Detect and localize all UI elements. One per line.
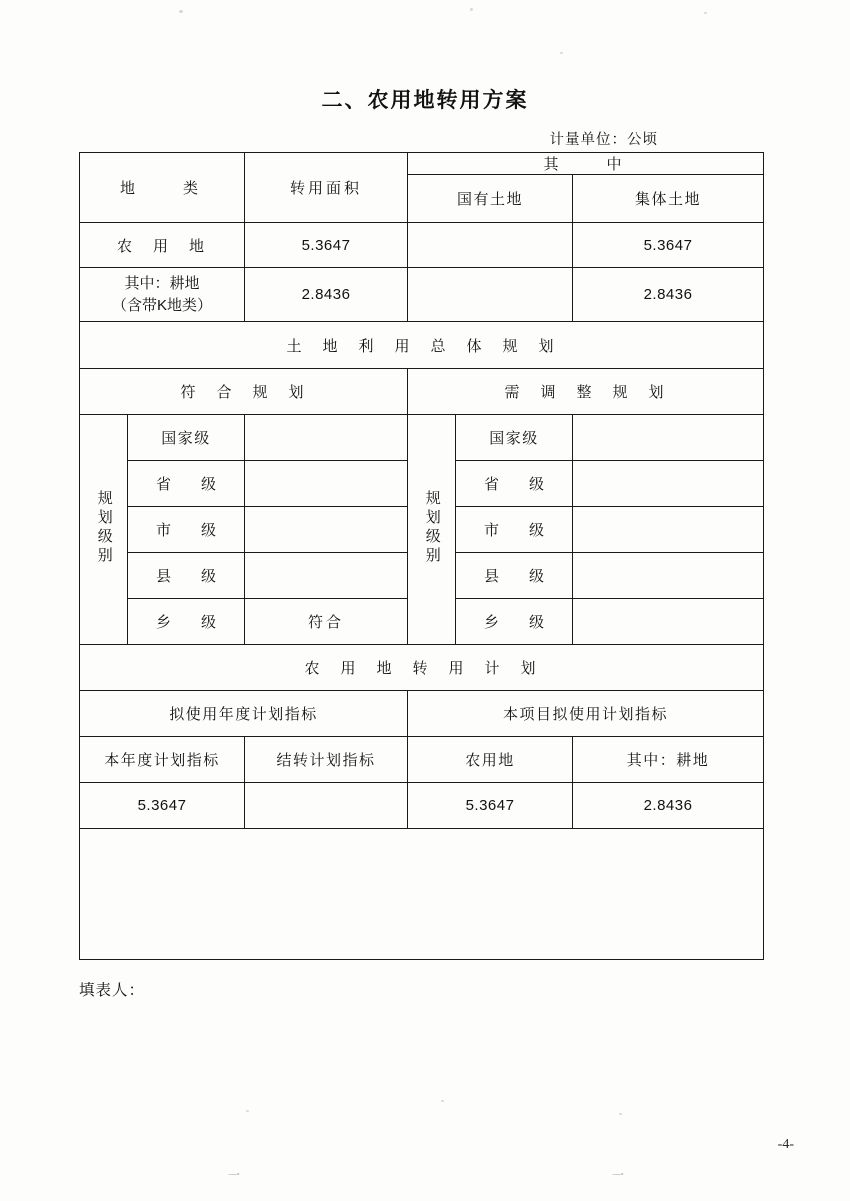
quota-col-agricultural-land: 农用地 — [408, 737, 573, 783]
level-label-right-text: 规划级别 — [423, 489, 441, 566]
row-label-cultivated-land — [80, 268, 245, 322]
table-row — [80, 645, 764, 691]
section-title-conversion-quota: 农 用 地 转 用 计 划 — [80, 645, 764, 691]
level-national-left: 国家级 — [128, 415, 245, 461]
conform-value-county — [245, 553, 408, 599]
table-row — [80, 268, 764, 322]
table-row-blank — [80, 829, 764, 960]
section-title-land-use-plan: 土 地 利 用 总 体 规 划 — [80, 322, 764, 369]
adjust-value-provincial — [573, 461, 764, 507]
table-row — [80, 415, 764, 461]
level-municipal-right: 市 级 — [456, 507, 573, 553]
table-row — [80, 322, 764, 369]
quota-col-cultivated-land: 其中：耕地 — [573, 737, 764, 783]
quota-col-carryover: 结转计划指标 — [245, 737, 408, 783]
cell-cultivated-collective: 2.8436 — [573, 268, 764, 322]
level-national-right: 国家级 — [456, 415, 573, 461]
quota-value-current-year: 5.3647 — [80, 783, 245, 829]
table-row — [80, 223, 764, 268]
page-number: -4- — [777, 1137, 794, 1152]
quota-col-current-year: 本年度计划指标 — [80, 737, 245, 783]
scan-edge-mark: 一 — [612, 1168, 625, 1182]
conform-value-national — [245, 415, 408, 461]
level-provincial-right: 省 级 — [456, 461, 573, 507]
header-collective: 集体土地 — [573, 175, 764, 223]
level-county-left: 县 级 — [128, 553, 245, 599]
header-transfer-area: 转用面积 — [245, 153, 408, 223]
conform-value-provincial — [245, 461, 408, 507]
quota-left-title: 拟使用年度计划指标 — [80, 691, 408, 737]
page-title: 二、农用地转用方案 — [321, 89, 529, 112]
subsection-adjust-plan: 需 调 整 规 划 — [408, 369, 764, 415]
quota-value-cultivated-land: 2.8436 — [573, 783, 764, 829]
conform-value-township: 符合 — [245, 599, 408, 645]
unit-note: 计量单位：公顷 — [549, 132, 658, 148]
level-municipal-left: 市 级 — [128, 507, 245, 553]
filler-label: 填表人： — [79, 982, 146, 999]
header-state-owned: 国有土地 — [408, 175, 573, 223]
adjust-value-national — [573, 415, 764, 461]
scan-speck — [704, 12, 707, 14]
cell-cultivated-state-owned — [408, 268, 573, 322]
table-row — [80, 153, 764, 175]
cell-agricultural-collective: 5.3647 — [573, 223, 764, 268]
land-conversion-table — [79, 152, 764, 960]
scan-speck — [560, 52, 563, 54]
row-label-agricultural-land: 农 用 地 — [80, 223, 245, 268]
level-label-left — [80, 415, 128, 645]
level-township-right: 乡 级 — [456, 599, 573, 645]
cell-cultivated-area: 2.8436 — [245, 268, 408, 322]
quota-right-title: 本项目拟使用计划指标 — [408, 691, 764, 737]
scan-speck — [179, 10, 183, 13]
scan-speck — [619, 1113, 622, 1115]
scan-speck — [470, 8, 473, 11]
scan-speck — [246, 1110, 249, 1112]
level-provincial-left: 省 级 — [128, 461, 245, 507]
table-row — [80, 783, 764, 829]
adjust-value-county — [573, 553, 764, 599]
row-label-cultivated-line2: （含带K地类） — [112, 296, 213, 314]
cell-agricultural-state-owned — [408, 223, 573, 268]
row-label-cultivated-line1: 其中：耕地 — [124, 274, 200, 292]
scan-speck — [441, 1100, 444, 1102]
level-county-right: 县 级 — [456, 553, 573, 599]
notes-blank-area — [80, 829, 764, 960]
adjust-value-municipal — [573, 507, 764, 553]
adjust-value-township — [573, 599, 764, 645]
table-row — [80, 369, 764, 415]
subsection-conform-plan: 符 合 规 划 — [80, 369, 408, 415]
scan-edge-mark: 一 — [228, 1168, 241, 1182]
level-label-left-text: 规划级别 — [95, 489, 113, 566]
header-among-which: 其 中 — [408, 153, 764, 175]
quota-value-carryover — [245, 783, 408, 829]
conform-value-municipal — [245, 507, 408, 553]
level-township-left: 乡 级 — [128, 599, 245, 645]
level-label-right — [408, 415, 456, 645]
cell-agricultural-area: 5.3647 — [245, 223, 408, 268]
table-row — [80, 737, 764, 783]
quota-value-agricultural-land: 5.3647 — [408, 783, 573, 829]
header-land-type: 地 类 — [80, 153, 245, 223]
table-row — [80, 691, 764, 737]
